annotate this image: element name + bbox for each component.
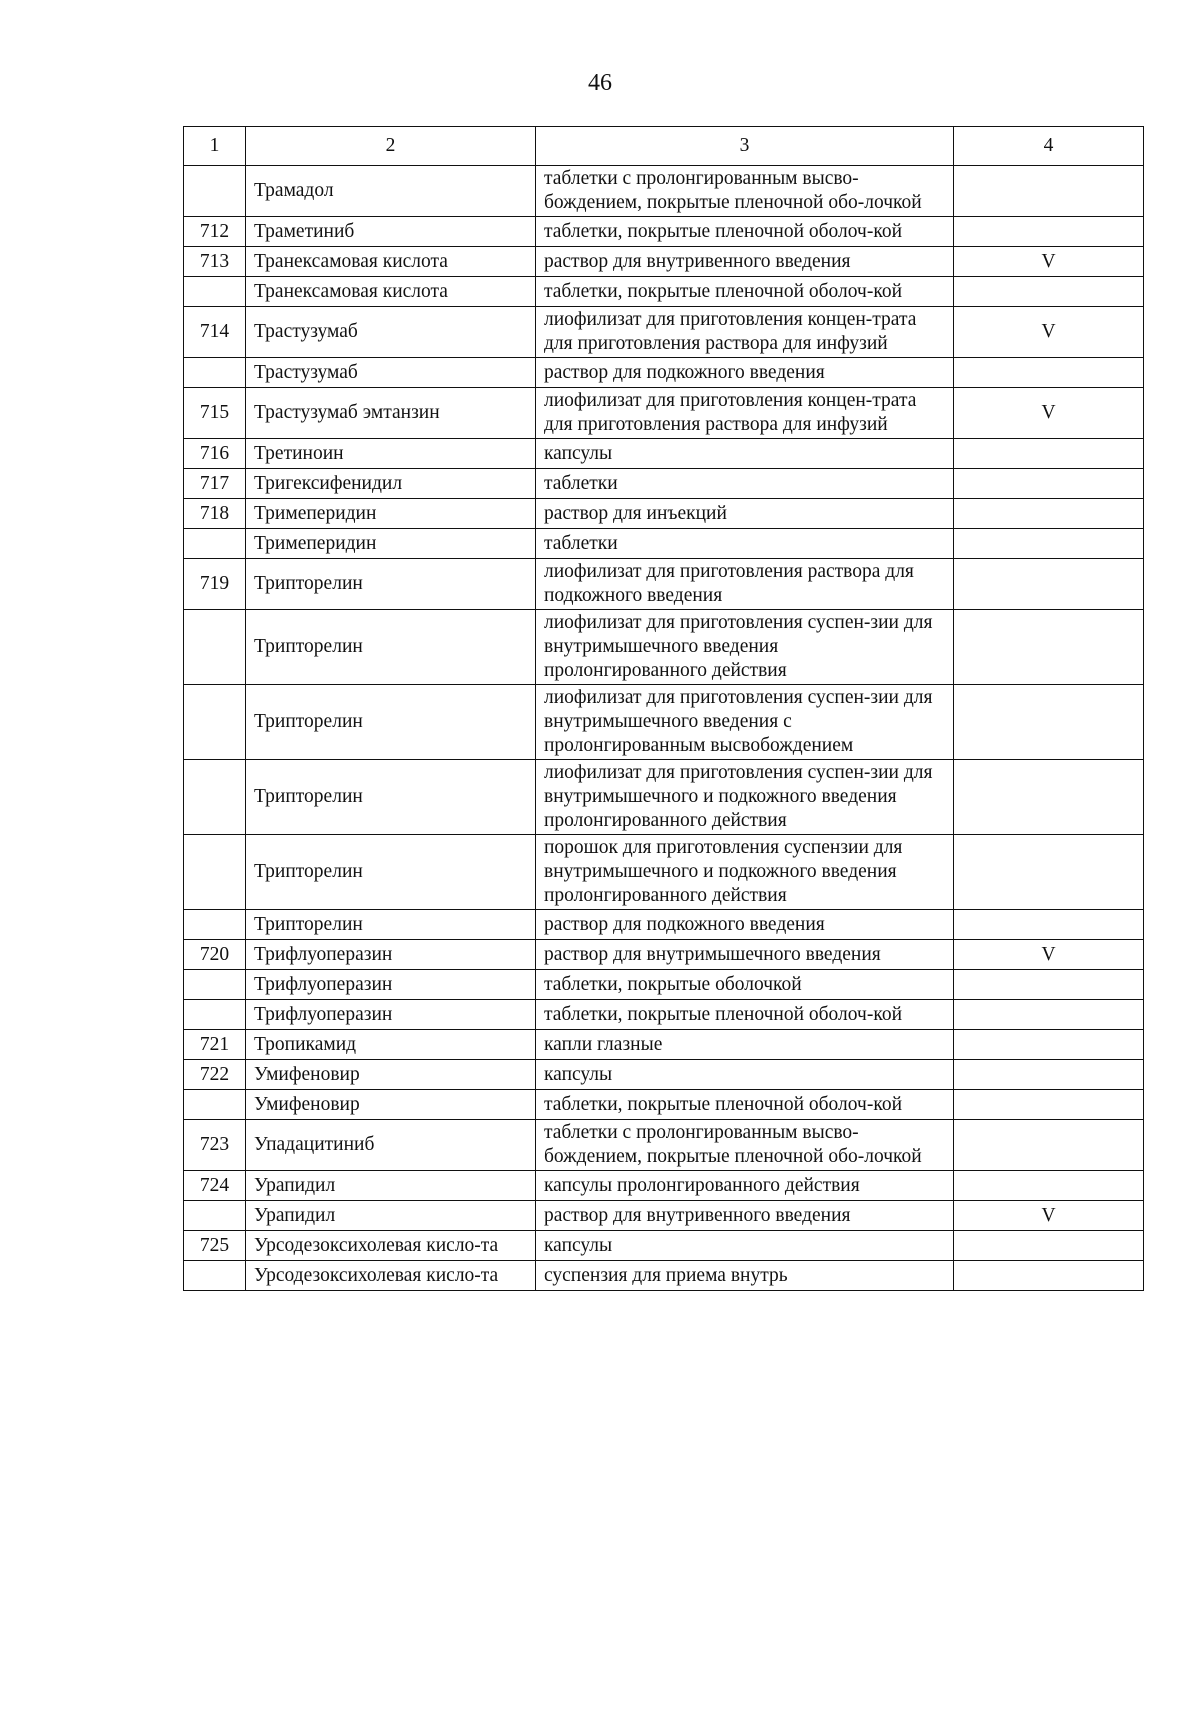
row-number-cell: 716 <box>184 439 246 469</box>
row-number-cell: 720 <box>184 940 246 970</box>
dosage-form-cell: суспензия для приема внутрь <box>536 1261 954 1291</box>
dosage-form-cell: раствор для внутривенного введения <box>536 247 954 277</box>
drug-name-cell: Упадацитиниб <box>246 1120 536 1171</box>
table-row <box>184 217 1144 247</box>
vital-mark-cell <box>954 1060 1144 1090</box>
vital-mark-cell <box>954 1030 1144 1060</box>
row-number-cell <box>184 166 246 217</box>
drug-name-cell: Умифеновир <box>246 1090 536 1120</box>
drug-name-cell: Умифеновир <box>246 1060 536 1090</box>
header-col-3: 3 <box>536 127 954 166</box>
header-col-2: 2 <box>246 127 536 166</box>
drug-name-cell: Трифлуоперазин <box>246 970 536 1000</box>
table-row <box>184 439 1144 469</box>
row-number-cell: 725 <box>184 1231 246 1261</box>
drug-name-cell: Трамадол <box>246 166 536 217</box>
row-number-cell: 723 <box>184 1120 246 1171</box>
row-number-cell <box>184 529 246 559</box>
table-row <box>184 469 1144 499</box>
drug-name-cell: Трипторелин <box>246 835 536 910</box>
row-number-cell <box>184 610 246 685</box>
dosage-form-cell: раствор для внутривенного введения <box>536 1201 954 1231</box>
dosage-form-cell: раствор для подкожного введения <box>536 358 954 388</box>
row-number-cell: 714 <box>184 307 246 358</box>
vital-mark-cell <box>954 1231 1144 1261</box>
medicine-table <box>183 126 1144 1291</box>
drug-name-cell: Урсодезоксихолевая кисло-та <box>246 1231 536 1261</box>
drug-name-cell: Трипторелин <box>246 910 536 940</box>
row-number-cell <box>184 910 246 940</box>
vital-mark-cell <box>954 277 1144 307</box>
vital-mark-cell <box>954 166 1144 217</box>
dosage-form-cell: таблетки, покрытые пленочной оболоч-кой <box>536 1090 954 1120</box>
dosage-form-cell: лиофилизат для приготовления суспен-зии для внутримышечного введения пролонгированного действия <box>536 610 954 685</box>
table-header-row <box>184 127 1144 166</box>
dosage-form-cell: лиофилизат для приготовления суспен-зии для внутримышечного и подкожного введения пролонгированного действия <box>536 760 954 835</box>
table-row <box>184 277 1144 307</box>
vital-mark-cell: V <box>954 940 1144 970</box>
drug-name-cell: Трипторелин <box>246 760 536 835</box>
table-row <box>184 499 1144 529</box>
vital-mark-cell <box>954 469 1144 499</box>
drug-name-cell: Транексамовая кислота <box>246 247 536 277</box>
table-row <box>184 1090 1144 1120</box>
drug-name-cell: Траметиниб <box>246 217 536 247</box>
table-row <box>184 1261 1144 1291</box>
dosage-form-cell: таблетки, покрытые пленочной оболоч-кой <box>536 1000 954 1030</box>
dosage-form-cell: лиофилизат для приготовления суспен-зии для внутримышечного введения с пролонгированным высвобождением <box>536 685 954 760</box>
row-number-cell <box>184 1201 246 1231</box>
row-number-cell: 721 <box>184 1030 246 1060</box>
vital-mark-cell <box>954 760 1144 835</box>
table-row <box>184 685 1144 760</box>
vital-mark-cell <box>954 358 1144 388</box>
vital-mark-cell: V <box>954 307 1144 358</box>
dosage-form-cell: лиофилизат для приготовления концен-трата для приготовления раствора для инфузий <box>536 388 954 439</box>
row-number-cell <box>184 970 246 1000</box>
drug-name-cell: Трипторелин <box>246 559 536 610</box>
dosage-form-cell: капсулы <box>536 1060 954 1090</box>
dosage-form-cell: раствор для подкожного введения <box>536 910 954 940</box>
vital-mark-cell <box>954 1090 1144 1120</box>
dosage-form-cell: капсулы <box>536 1231 954 1261</box>
row-number-cell <box>184 685 246 760</box>
row-number-cell <box>184 358 246 388</box>
row-number-cell <box>184 277 246 307</box>
vital-mark-cell <box>954 970 1144 1000</box>
table-row <box>184 1030 1144 1060</box>
drug-name-cell: Тригексифенидил <box>246 469 536 499</box>
row-number-cell <box>184 1261 246 1291</box>
dosage-form-cell: порошок для приготовления суспензии для внутримышечного и подкожного введения пролонгированного действия <box>536 835 954 910</box>
row-number-cell: 712 <box>184 217 246 247</box>
row-number-cell: 719 <box>184 559 246 610</box>
drug-name-cell: Урапидил <box>246 1171 536 1201</box>
dosage-form-cell: таблетки <box>536 529 954 559</box>
table-row <box>184 529 1144 559</box>
table-row <box>184 940 1144 970</box>
vital-mark-cell <box>954 685 1144 760</box>
drug-name-cell: Третиноин <box>246 439 536 469</box>
drug-name-cell: Тримеперидин <box>246 529 536 559</box>
vital-mark-cell <box>954 1000 1144 1030</box>
vital-mark-cell <box>954 559 1144 610</box>
table-body <box>184 166 1144 1291</box>
header-col-1: 1 <box>184 127 246 166</box>
drug-name-cell: Транексамовая кислота <box>246 277 536 307</box>
table-row <box>184 1060 1144 1090</box>
table-row <box>184 835 1144 910</box>
page-number: 46 <box>588 70 612 96</box>
drug-name-cell: Трастузумаб эмтанзин <box>246 388 536 439</box>
drug-name-cell: Тропикамид <box>246 1030 536 1060</box>
row-number-cell <box>184 835 246 910</box>
vital-mark-cell: V <box>954 247 1144 277</box>
table-row <box>184 388 1144 439</box>
vital-mark-cell <box>954 1261 1144 1291</box>
row-number-cell: 724 <box>184 1171 246 1201</box>
drug-name-cell: Трифлуоперазин <box>246 1000 536 1030</box>
vital-mark-cell <box>954 439 1144 469</box>
dosage-form-cell: таблетки, покрытые пленочной оболоч-кой <box>536 277 954 307</box>
row-number-cell: 713 <box>184 247 246 277</box>
vital-mark-cell <box>954 610 1144 685</box>
drug-name-cell: Трипторелин <box>246 610 536 685</box>
table-row <box>184 1000 1144 1030</box>
table-row <box>184 1201 1144 1231</box>
vital-mark-cell <box>954 217 1144 247</box>
drug-name-cell: Трастузумаб <box>246 307 536 358</box>
table-row <box>184 970 1144 1000</box>
dosage-form-cell: капли глазные <box>536 1030 954 1060</box>
table-row <box>184 166 1144 217</box>
dosage-form-cell: таблетки с пролонгированным высво-бождением, покрытые пленочной обо-лочкой <box>536 166 954 217</box>
row-number-cell <box>184 1090 246 1120</box>
table-row <box>184 358 1144 388</box>
vital-mark-cell: V <box>954 388 1144 439</box>
dosage-form-cell: раствор для инъекций <box>536 499 954 529</box>
row-number-cell: 718 <box>184 499 246 529</box>
drug-name-cell: Трипторелин <box>246 685 536 760</box>
row-number-cell <box>184 1000 246 1030</box>
vital-mark-cell <box>954 1171 1144 1201</box>
vital-mark-cell <box>954 529 1144 559</box>
drug-name-cell: Трифлуоперазин <box>246 940 536 970</box>
dosage-form-cell: таблетки, покрытые пленочной оболоч-кой <box>536 217 954 247</box>
drug-name-cell: Трастузумаб <box>246 358 536 388</box>
row-number-cell <box>184 760 246 835</box>
dosage-form-cell: таблетки с пролонгированным высво-бождением, покрытые пленочной обо-лочкой <box>536 1120 954 1171</box>
dosage-form-cell: лиофилизат для приготовления концен-трата для приготовления раствора для инфузий <box>536 307 954 358</box>
table-row <box>184 610 1144 685</box>
vital-mark-cell <box>954 499 1144 529</box>
drug-name-cell: Урапидил <box>246 1201 536 1231</box>
row-number-cell: 717 <box>184 469 246 499</box>
drug-name-cell: Тримеперидин <box>246 499 536 529</box>
vital-mark-cell <box>954 1120 1144 1171</box>
vital-mark-cell: V <box>954 1201 1144 1231</box>
header-col-4: 4 <box>954 127 1144 166</box>
dosage-form-cell: капсулы пролонгированного действия <box>536 1171 954 1201</box>
table-row <box>184 910 1144 940</box>
row-number-cell: 722 <box>184 1060 246 1090</box>
table-row <box>184 1171 1144 1201</box>
dosage-form-cell: таблетки, покрытые оболочкой <box>536 970 954 1000</box>
dosage-form-cell: раствор для внутримышечного введения <box>536 940 954 970</box>
row-number-cell: 715 <box>184 388 246 439</box>
table-row <box>184 247 1144 277</box>
dosage-form-cell: капсулы <box>536 439 954 469</box>
table-row <box>184 760 1144 835</box>
table-row <box>184 559 1144 610</box>
dosage-form-cell: таблетки <box>536 469 954 499</box>
table-row <box>184 307 1144 358</box>
drug-name-cell: Урсодезоксихолевая кисло-та <box>246 1261 536 1291</box>
dosage-form-cell: лиофилизат для приготовления раствора для подкожного введения <box>536 559 954 610</box>
table-row <box>184 1231 1144 1261</box>
table-row <box>184 1120 1144 1171</box>
vital-mark-cell <box>954 910 1144 940</box>
vital-mark-cell <box>954 835 1144 910</box>
